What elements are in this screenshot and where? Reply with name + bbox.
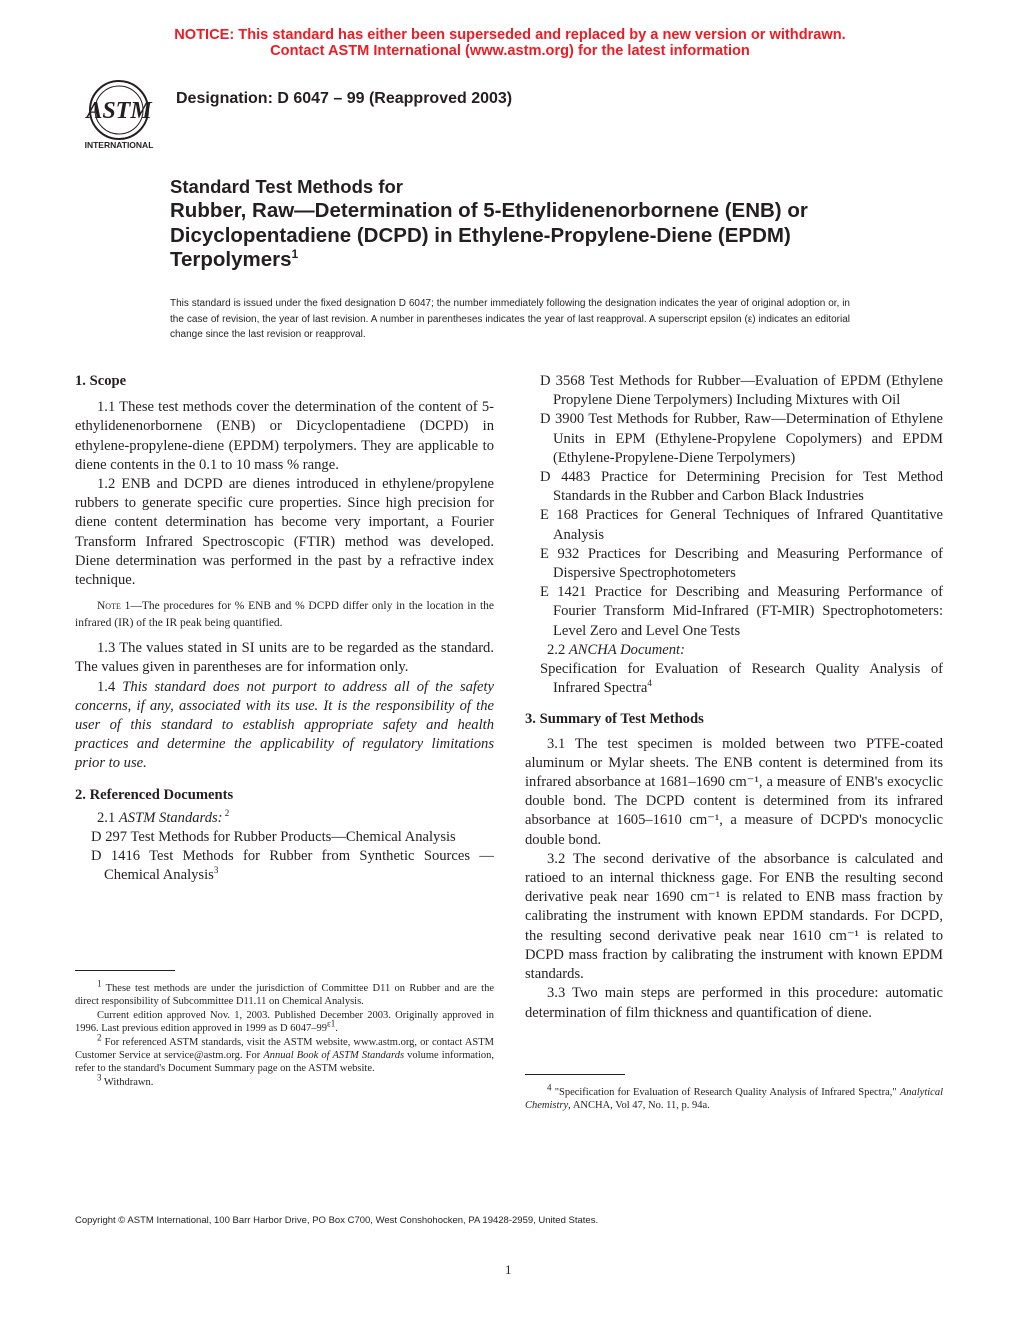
para-3-1: 3.1 The test specimen is molded between two PTFE-coated aluminum or Mylar sheets. The ENB content is determined from its infrared absorbance at 1681–1690 cm⁻¹, a measure of ENB's exocyclic double bond. The DCPD content is determined from its infrared absorbance at 1605–1610 cm⁻¹, a measure of DCPD's monocyclic double bond. [525, 735, 943, 848]
ref-ancha [540, 660, 943, 698]
footnote-2 [75, 1032, 494, 1076]
footnote-4-italic: Analytical Chemistry [525, 1087, 943, 1112]
para-2-1-text: ASTM Standards: [118, 809, 223, 826]
designation: Designation: D 6047 – 99 (Reapproved 2003) [176, 90, 513, 107]
para-2-1-num: 2.1 [97, 809, 119, 826]
ref-e168: E 168 Practices for General Techniques of Infrared Quantitative Analysis [540, 507, 943, 543]
title-footnote-mark: 1 [291, 247, 299, 262]
title-text: Rubber, Raw—Determination of 5-Ethylidenenorbornene (ENB) or Dicyclopentadiene (DCPD) in Ethylene-Propylene-Diene (EPDM) Terpolymers [170, 199, 808, 271]
issued-statement: This standard is issued under the fixed designation D 6047; the number immediately following the designation indicates the year of original adoption or, in the case of revision, the year of last revision. A number in parentheses indicates the year of last reapproval. A superscript epsilon (ε) indicates an editorial change since the last revision or reapproval. [170, 298, 850, 340]
section-1-heading: 1. Scope [75, 373, 127, 389]
footnote-2-text-a: For referenced ASTM standards, visit the ASTM website, www.astm.org, or contact ASTM Customer Service at service@astm.org. For [75, 1036, 494, 1062]
footnote-2-mark: 2 [97, 1032, 102, 1043]
footnote-4-text-a: "Specification for Evaluation of Research Quality Analysis of Infrared Spectra," [551, 1087, 900, 1098]
document-title [170, 199, 870, 273]
page-number: 1 [505, 1262, 512, 1277]
notice-line-2: Contact ASTM International (www.astm.org) for the latest information [270, 43, 750, 59]
footnote-1 [75, 978, 494, 1009]
ref-d4483: D 4483 Practice for Determining Precision for Test Method Standards in the Rubber and Carbon Black Industries [540, 469, 943, 505]
astm-logo [74, 76, 164, 152]
para-1-4-num: 1.4 [97, 678, 123, 695]
para-1-4 [75, 678, 494, 774]
para-2-2 [525, 641, 943, 660]
ref-d297: D 297 Test Methods for Rubber Products—Chemical Analysis [91, 829, 456, 846]
footnote-2-text-b: volume information, refer to the standard's Document Summary page on the ASTM website. [75, 1050, 494, 1075]
note-text: —The procedures for % ENB and % DCPD differ only in the location in the infrared (IR) of the IR peak being quantified. [75, 600, 495, 629]
right-footnotes [525, 1082, 943, 1113]
ref-ancha-text: Specification for Evaluation of Research Quality Analysis of Infrared Spectra [540, 661, 943, 697]
ref-d3900: D 3900 Test Methods for Rubber, Raw—Determination of Ethylene Units in EPM (Ethylene-Propylene Copolymers) and EPDM (Ethylene-Propylene-Diene Terpolymers) [540, 411, 943, 466]
footnote-rule-left [75, 970, 175, 971]
section-2-heading: 2. Referenced Documents [75, 786, 234, 803]
footnote-4-mark: 4 [547, 1082, 552, 1093]
ref-ancha-mark: 4 [647, 678, 652, 689]
para-3-3: 3.3 Two main steps are performed in this procedure: automatic determination of film thickness and quantification of diene. [525, 985, 943, 1021]
para-3-2: 3.2 The second derivative of the absorbance is calculated and ratioed to an internal thickness gage. For ENB the resulting second derivative peak near 1690 cm⁻¹ is related to ENB mass fraction by calibrating the instrument with known EPDM standards. For DCPD, the resulting second derivative peak near 1610 cm⁻¹ is related to DCPD mass fraction by calibrating the instrument with known EPDM standards. [525, 850, 943, 983]
para-1-3: 1.3 The values stated in SI units are to be regarded as the standard. The values given in parentheses are for information only. [75, 640, 494, 676]
footnote-1b-text: Current edition approved Nov. 1, 2003. Published December 2003. Originally approved in 1996. Last previous edition approved in 1999 as D 6047–99 [75, 1009, 494, 1035]
footnote-1b [75, 1009, 494, 1036]
para-1-2: 1.2 ENB and DCPD are dienes introduced in ethylene/propylene rubbers to generate specific cure properties. Since high precision for diene content determination has become very important, a Fourier Transform Infrared Spectroscopic (FTIR) method was developed. Diene determination was performed in the past by a refractive index technique. [75, 476, 494, 589]
footnote-3-mark: 3 [97, 1072, 102, 1083]
footnote-rule-right [525, 1074, 625, 1075]
withdrawal-notice [0, 27, 1020, 59]
para-1-4-text: This standard does not purport to address all of the safety concerns, if any, associated with its use. It is the responsibility of the user of this standard to establish appropriate safety and health practices and determine the applicability of regulatory limitations prior to use. [75, 678, 494, 772]
footnote-3 [75, 1072, 494, 1089]
para-2-2-num: 2.2 [547, 641, 569, 658]
notice-line-1: NOTICE: This standard has either been superseded and replaced by a new version or withdrawn. [174, 27, 846, 43]
ref-e1421: E 1421 Practice for Describing and Measuring Performance of Fourier Transform Mid-Infrared (FT-MIR) Spectrophotometers: Level Zero and Level One Tests [540, 584, 943, 639]
footnote-4-text-b: , ANCHA, Vol 47, No. 11, p. 94a. [568, 1100, 710, 1112]
footnote-1-text: These test methods are under the jurisdiction of Committee D11 on Rubber and are the direct responsibility of Subcommittee D11.11 on Chemical Analysis. [75, 983, 494, 1008]
footnote-1b-mark: ε1 [326, 1018, 336, 1029]
ref-e932: E 932 Practices for Describing and Measuring Performance of Dispersive Spectrophotometers [540, 545, 943, 582]
footnote-3-text: Withdrawn. [101, 1076, 154, 1088]
note-label: Note 1 [97, 600, 131, 613]
logo-text: ASTM [86, 98, 152, 124]
section-3-heading: 3. Summary of Test Methods [525, 711, 704, 728]
para-2-2-text: ANCHA Document: [568, 641, 685, 658]
left-footnotes [75, 978, 494, 1089]
ref-d1416-mark: 3 [213, 865, 219, 876]
ref-d3568: D 3568 Test Methods for Rubber—Evaluation of EPDM (Ethylene Propylene Diene Terpolymers) Including Mixtures with Oil [540, 373, 943, 409]
para-1-1: 1.1 These test methods cover the determination of the content of 5-ethylidenenorbornene (ENB) or Dicyclopentadiene (DCPD) in ethylene-propylene-diene (EPDM) terpolymers. They are applicable to diene contents in the 0.1 to 10 mass % range. [75, 399, 494, 473]
footnote-4 [525, 1082, 943, 1113]
para-2-1-mark: 2 [222, 808, 230, 818]
footnote-1-mark: 1 [97, 978, 102, 989]
footnote-2-italic: Annual Book of ASTM Standards [263, 1050, 405, 1062]
ref-d1416-text: D 1416 Test Methods for Rubber from Synthetic Sources —Chemical Analysis [91, 848, 494, 884]
copyright-footer: Copyright © ASTM International, 100 Barr Harbor Drive, PO Box C700, West Conshohocken, PA 19428-2959, United States. [75, 1215, 599, 1226]
para-2-1 [75, 809, 494, 828]
ref-d1416 [91, 847, 494, 885]
logo-subtext: INTERNATIONAL [84, 140, 154, 150]
footnote-1b-end: . [335, 1023, 338, 1035]
note-1 [75, 598, 494, 631]
right-column [525, 372, 943, 1023]
left-column [75, 372, 494, 886]
title-line-1: Standard Test Methods for [170, 176, 403, 197]
